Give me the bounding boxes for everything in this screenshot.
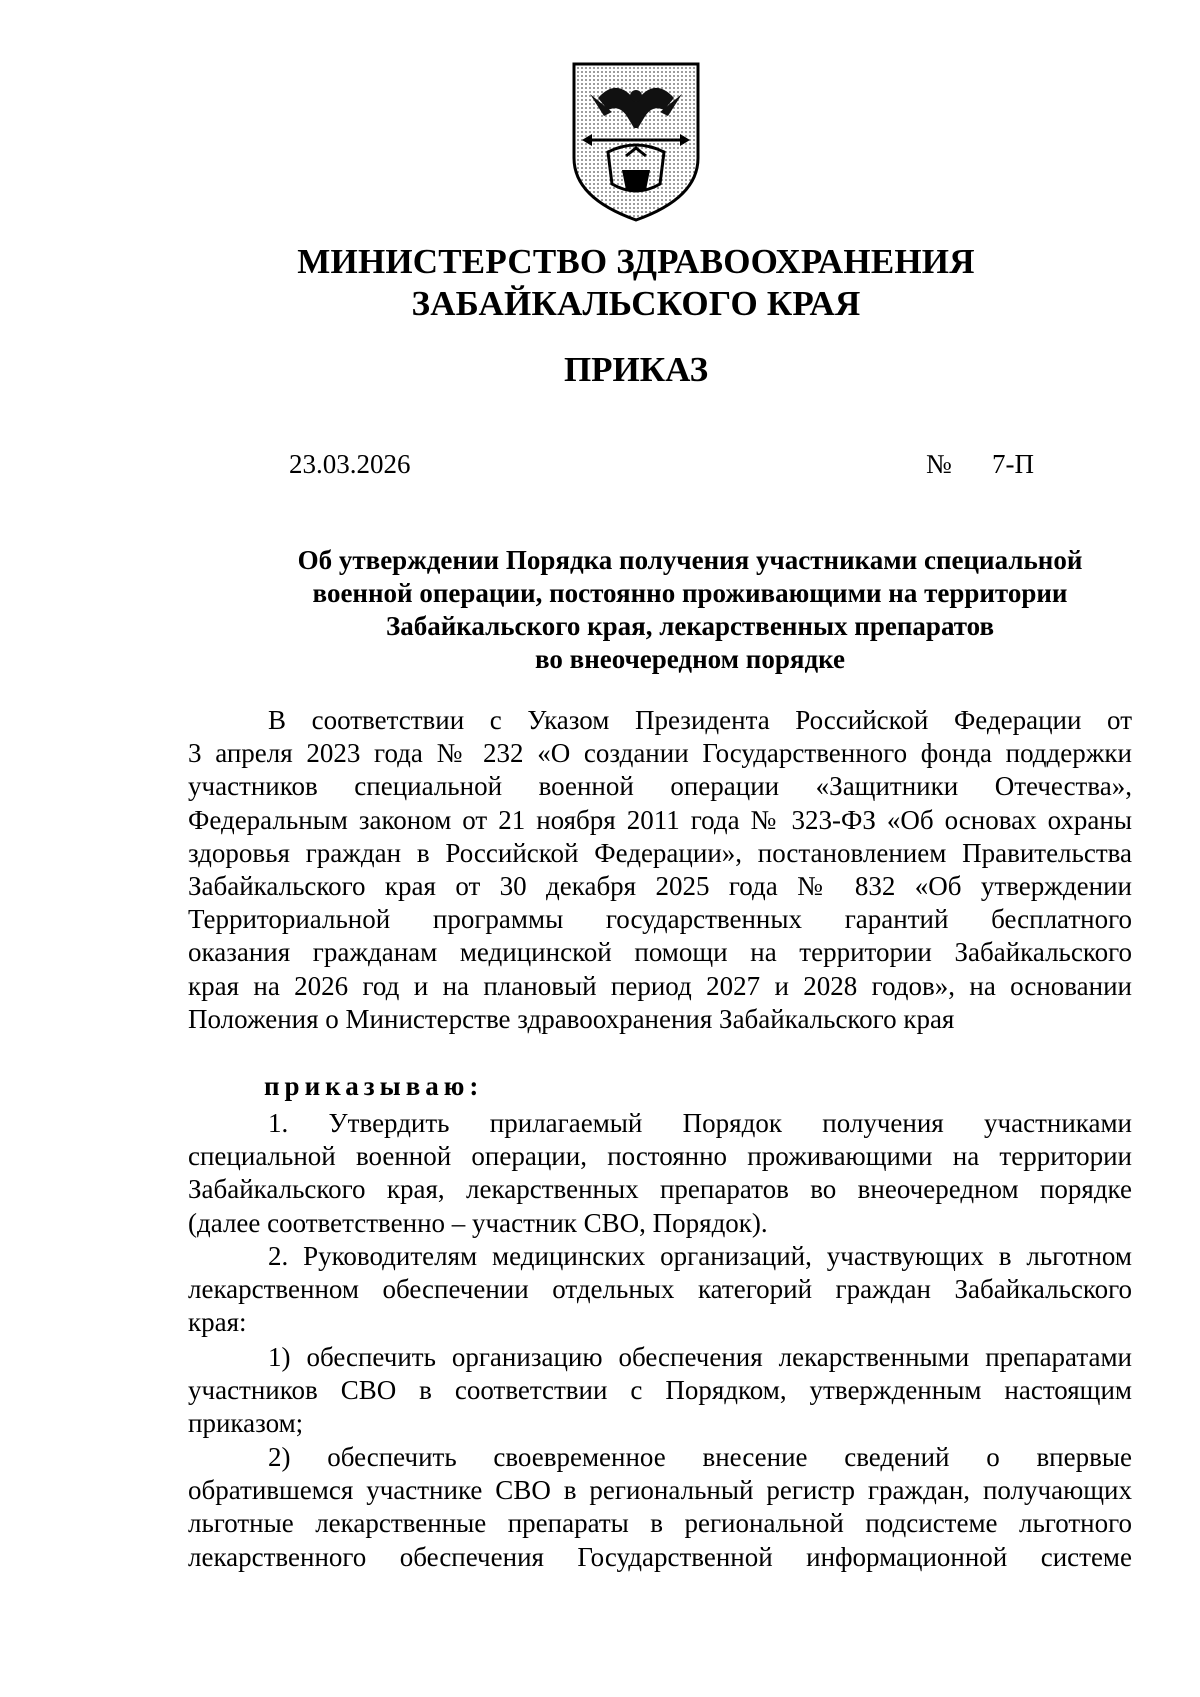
text-line: 1) обеспечить организацию обеспечения лекарственными препаратами (268, 1342, 1132, 1372)
text-line: (далее соответственно – участник СВО, Порядок). (188, 1207, 768, 1238)
text-line: лекарственного обеспечения Государственной информационной системе (188, 1541, 1132, 1572)
text-line: Забайкальского края, лекарственных препаратов во внеочередном порядке (188, 1174, 1132, 1205)
number-sign: № (926, 449, 952, 479)
coat-of-arms-emblem (568, 58, 704, 224)
decree-word: приказываю: (264, 1071, 484, 1101)
order-date: 23.03.2026 (289, 449, 411, 479)
text-line: Положения о Министерстве здравоохранения Забайкальского края (188, 1003, 955, 1034)
text-line: 2. Руководителям медицинских организаций, участвующих в льготном (268, 1241, 1132, 1271)
item-2-paragraph (188, 1240, 1132, 1340)
item-1-paragraph (188, 1107, 1132, 1240)
order-subject-heading (260, 544, 1120, 676)
ministry-name-line-1: МИНИСТЕРСТВО ЗДРАВООХРАНЕНИЯ (297, 242, 975, 281)
subject-line: военной операции, постоянно проживающими на территории (312, 578, 1068, 608)
text-line: 3 апреля 2023 года № 232 «О создании Государственного фонда поддержки (188, 738, 1132, 769)
text-line: Территориальной программы государственных гарантий бесплатного (188, 904, 1132, 935)
preamble-paragraph (188, 704, 1132, 1036)
subject-line: Забайкальского края, лекарственных препаратов (385, 611, 995, 641)
item-2-2-paragraph (188, 1441, 1132, 1574)
text-line: приказом; (188, 1408, 304, 1439)
text-line: оказания гражданам медицинской помощи на территории Забайкальского (188, 937, 1132, 968)
text-line: В соответствии с Указом Президента Российской Федерации от (268, 705, 1132, 735)
text-line: участников специальной военной операции «Защитники Отечества», (188, 771, 1132, 802)
text-line: 1. Утвердить прилагаемый Порядок получения участниками (268, 1108, 1132, 1138)
text-line: 2) обеспечить своевременное внесение сведений о впервые (268, 1442, 1132, 1472)
text-line: Забайкальского края от 30 декабря 2025 года № 832 «Об утверждении (188, 870, 1132, 901)
text-line: лекарственном обеспечении отдельных категорий граждан Забайкальского (188, 1274, 1132, 1305)
document-type-title: ПРИКАЗ (563, 350, 709, 389)
ministry-name-line-2: ЗАБАЙКАЛЬСКОГО КРАЯ (411, 284, 861, 323)
text-line: льготные лекарственные препараты в региональной подсистеме льготного (188, 1508, 1132, 1539)
text-line: края: (188, 1307, 247, 1338)
text-line: обратившемся участнике СВО в региональный регистр граждан, получающих (188, 1475, 1132, 1506)
text-line: участников СВО в соответствии с Порядком, утвержденным настоящим (188, 1375, 1132, 1406)
text-line: здоровья граждан в Российской Федерации», постановлением Правительства (188, 837, 1132, 868)
item-2-1-paragraph (188, 1341, 1132, 1441)
subject-line: во внеочередном порядке (535, 644, 845, 674)
order-number: 7-П (992, 449, 1034, 479)
text-line: края на 2026 год и на плановый период 2027 и 2028 годов», на основании (188, 970, 1132, 1001)
subject-line: Об утверждении Порядка получения участниками специальной (297, 545, 1083, 575)
text-line: Федеральным законом от 21 ноября 2011 года № 323-ФЗ «Об основах охраны (188, 804, 1132, 835)
text-line: специальной военной операции, постоянно проживающими на территории (188, 1141, 1132, 1172)
